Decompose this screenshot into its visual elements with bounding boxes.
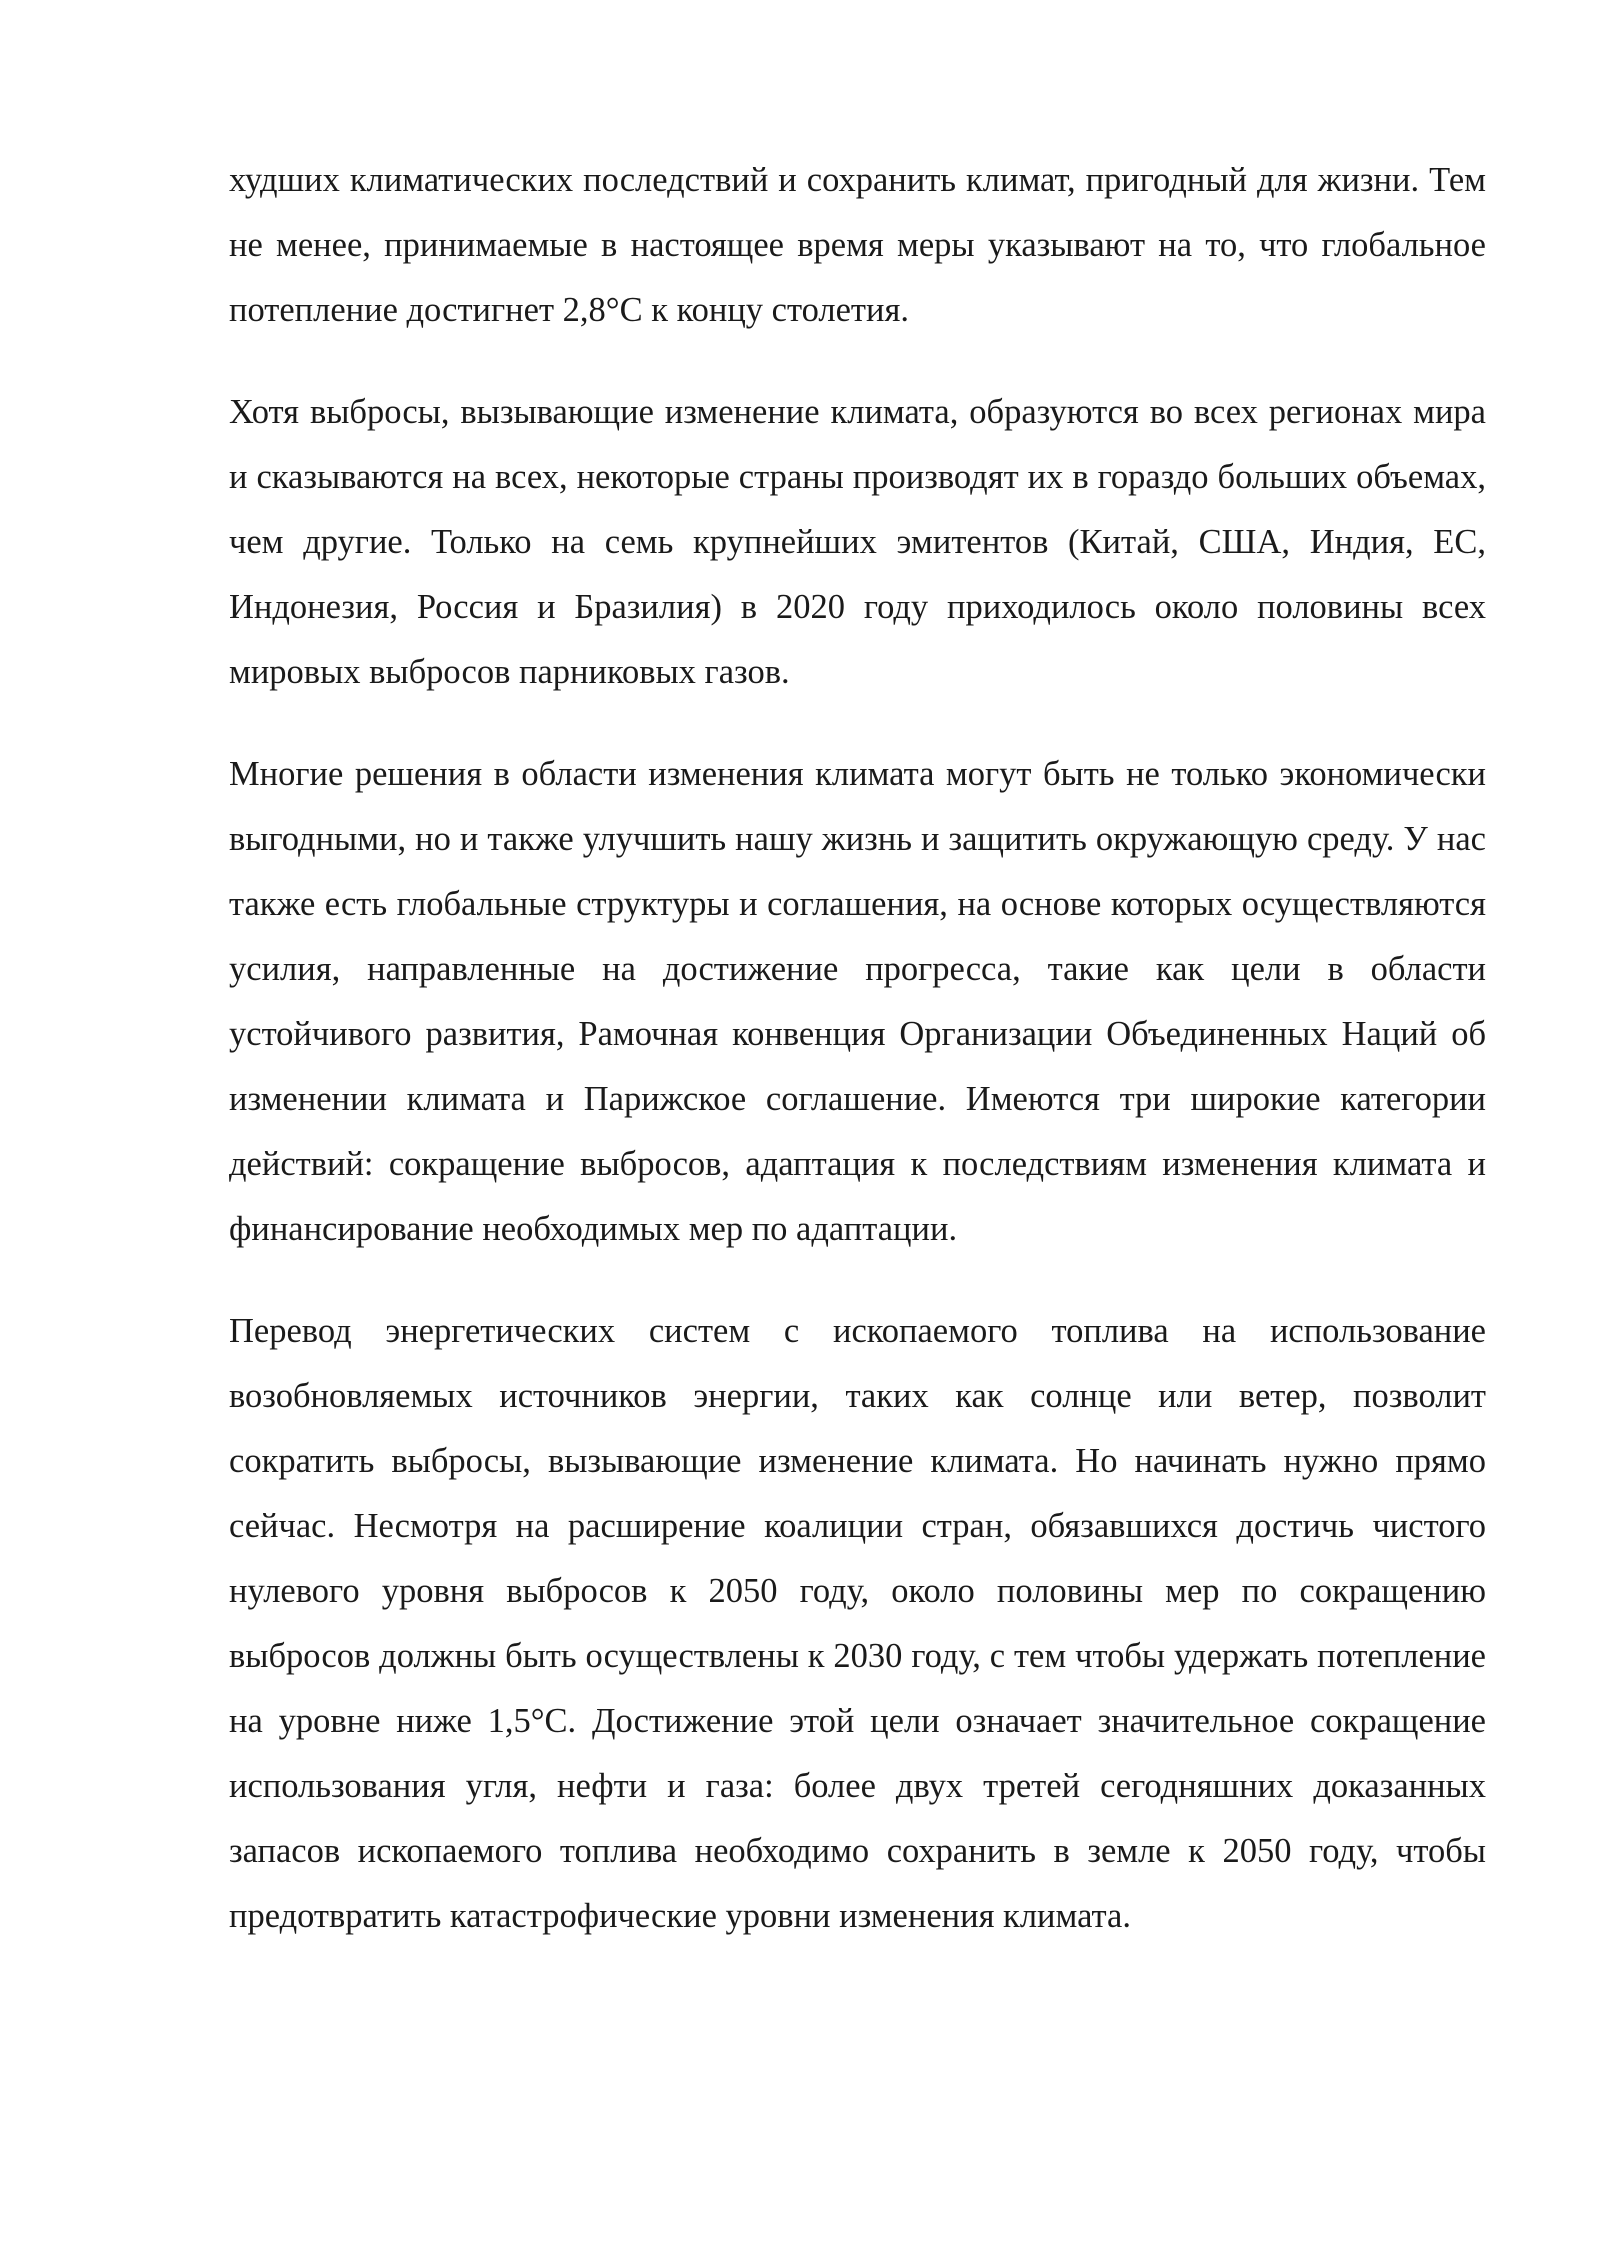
paragraph-3: Многие решения в области изменения климата могут быть не только экономически выгодными, но и также улучшить нашу жизнь и защитить окружающую среду. У нас также есть глобальные структуры и соглашения, на основе которых осуществляются усилия, направленные на достижение прогресса, такие как цели в области устойчивого развития, Рамочная конвенция Организации Объединенных Наций об изменении климата и Парижское соглашение. Имеются три широкие категории действий: сокращение выбросов, адаптация к последствиям изменения климата и финансирование необходимых мер по адаптации. <box>229 755 1486 1248</box>
paragraph-1: худших климатических последствий и сохранить климат, пригодный для жизни. Тем не менее, принимаемые в настоящее время меры указывают на то, что глобальное потепление достигнет 2,8°С к концу столетия. <box>229 161 1486 329</box>
document-body <box>229 148 1486 1986</box>
paragraph-2: Хотя выбросы, вызывающие изменение климата, образуются во всех регионах мира и сказываются на всех, некоторые страны производят их в гораздо больших объемах, чем другие. Только на семь крупнейших эмитентов (Китай, США, Индия, ЕС, Индонезия, Россия и Бразилия) в 2020 году приходилось около половины всех мировых выбросов парниковых газов. <box>229 393 1486 691</box>
paragraph-4: Перевод энергетических систем с ископаемого топлива на использование возобновляемых источников энергии, таких как солнце или ветер, позволит сократить выбросы, вызывающие изменение климата. Но начинать нужно прямо сейчас. Несмотря на расширение коалиции стран, обязавшихся достичь чистого нулевого уровня выбросов к 2050 году, около половины мер по сокращению выбросов должны быть осуществлены к 2030 году, с тем чтобы удержать потепление на уровне ниже 1,5°С. Достижение этой цели означает значительное сокращение использования угля, нефти и газа: более двух третей сегодняшних доказанных запасов ископаемого топлива необходимо сохранить в земле к 2050 году, чтобы предотвратить катастрофические уровни изменения климата. <box>229 1312 1486 1935</box>
